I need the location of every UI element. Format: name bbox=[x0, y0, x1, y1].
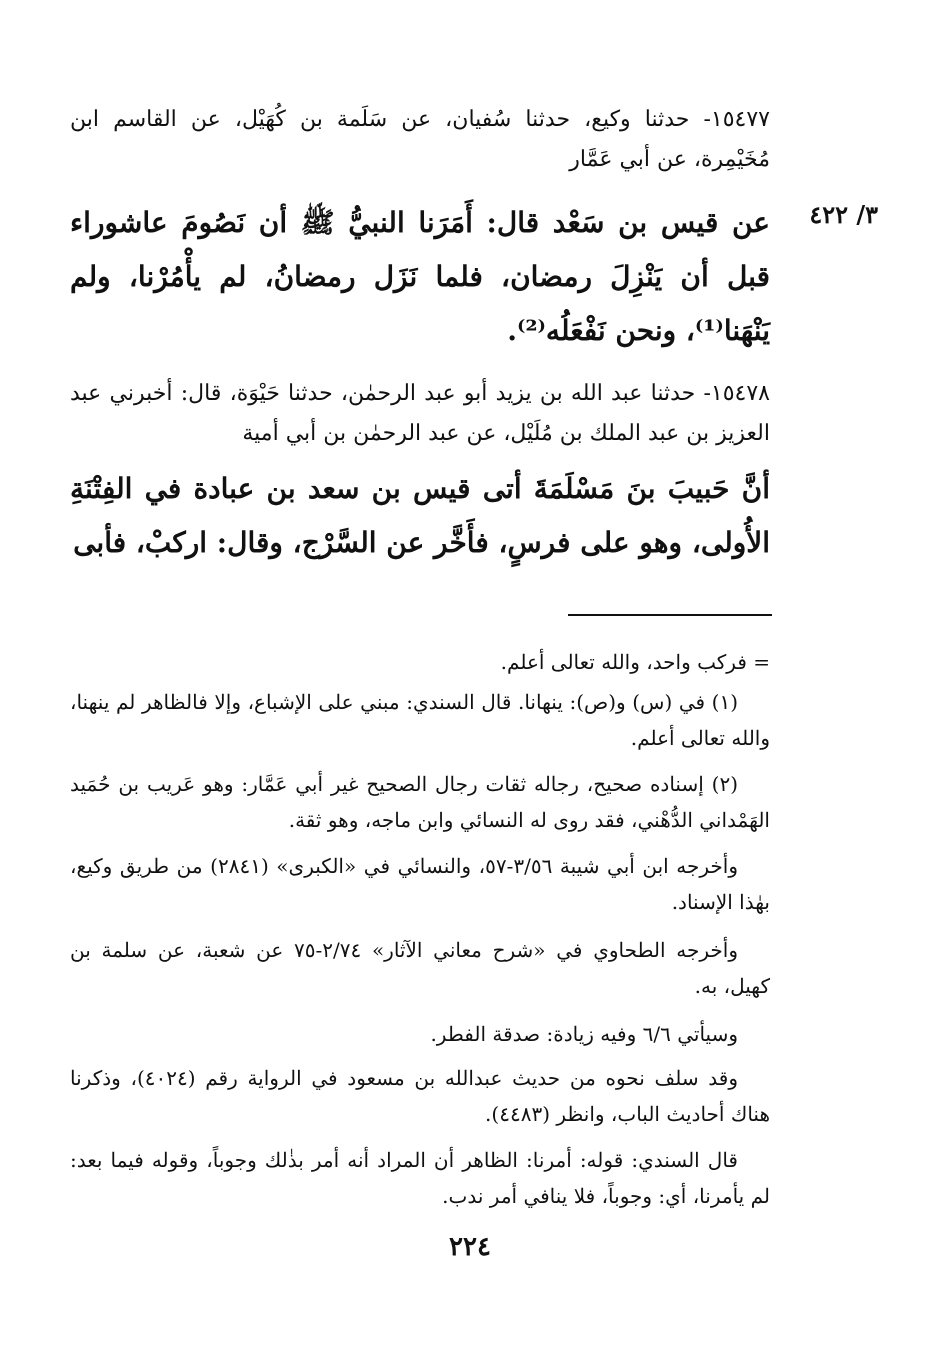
page-number: ٢٢٤ bbox=[449, 1232, 491, 1262]
footnote-2-para-6: قال السندي: قوله: أمرنا: الظاهر أن المراد أنه أمر بذٰلك وجوباً، وقوله فيما بعد: لم يأمرنا، أي: وجوباً، فلا ينافي أمر ندب. bbox=[70, 1148, 770, 1208]
footnote-continuation: = فركب واحد، والله تعالى أعلم. bbox=[500, 650, 770, 674]
footnote-divider bbox=[568, 614, 772, 616]
footnote-2-para-2: وأخرجه ابن أبي شيبة ٣/٥٦-٥٧، والنسائي في «الكبرى» (٢٨٤١) من طريق وكيع، بهٰذا الإسناد. bbox=[70, 854, 770, 914]
footnote-2-para-5: وقد سلف نحوه من حديث عبدالله بن مسعود في الرواية رقم (٤٠٢٤)، وذكرنا هناك أحاديث الباب، وانظر (٤٤٨٣). bbox=[70, 1066, 770, 1126]
footnote-1: (١) في (س) و(ص): ينهانا. قال السندي: مبني على الإشباع، وإلا فالظاهر لم ينهنا، والله تعالى أعلم. bbox=[70, 690, 770, 750]
hadith-15477-isnad: ١٥٤٧٧- حدثنا وكيع، حدثنا سُفيان، عن سَلَمة بن كُهَيْل، عن القاسم ابن مُخَيْمِرة، عن أبي عَمَّار bbox=[70, 107, 770, 172]
margin-reference: ٣/ ٤٢٢ bbox=[809, 200, 878, 229]
hadith-15477-matn: عن قيس بن سَعْد قال: أَمَرَنا النبيُّ ﷺ أن نَصُومَ عاشوراء قبل أن يَنْزِلَ رمضان، فلما نَزَل رمضانُ، لم يأْمُرْنا، ولم يَنْهَنا⁽¹⁾، ونحن نَفْعَلُه⁽²⁾. bbox=[70, 206, 770, 347]
footnote-2-para-4: وسيأتي ٦/٦ وفيه زيادة: صدقة الفطر. bbox=[430, 1022, 738, 1046]
footnote-2-para-3: وأخرجه الطحاوي في «شرح معاني الآثار» ٢/٧٤-٧٥ عن شعبة، عن سلمة بن كهيل، به. bbox=[70, 938, 770, 998]
hadith-15478-isnad: ١٥٤٧٨- حدثنا عبد الله بن يزيد أبو عبد الرحمٰن، حدثنا حَيْوَة، قال: أخبرني عبد العزيز بن عبد الملك بن مُلَيْل، عن عبد الرحمٰن بن أبي أمية bbox=[70, 381, 770, 446]
footnote-2-para-1: (٢) إسناده صحيح، رجاله ثقات رجال الصحيح غير أبي عَمَّار: وهو عَريب بن حُمَيد الهَمْداني الدُّهْني، فقد روى له النسائي وابن ماجه، وهو ثقة. bbox=[70, 772, 770, 832]
hadith-15478-matn: أنَّ حَبيبَ بنَ مَسْلَمَةَ أتى قيس بن سعد بن عبادة في الفِتْنَةِ الأُولى، وهو على فرسٍ، فأَخَّر عن السَّرْج، وقال: اركبْ، فأبى bbox=[70, 472, 770, 559]
